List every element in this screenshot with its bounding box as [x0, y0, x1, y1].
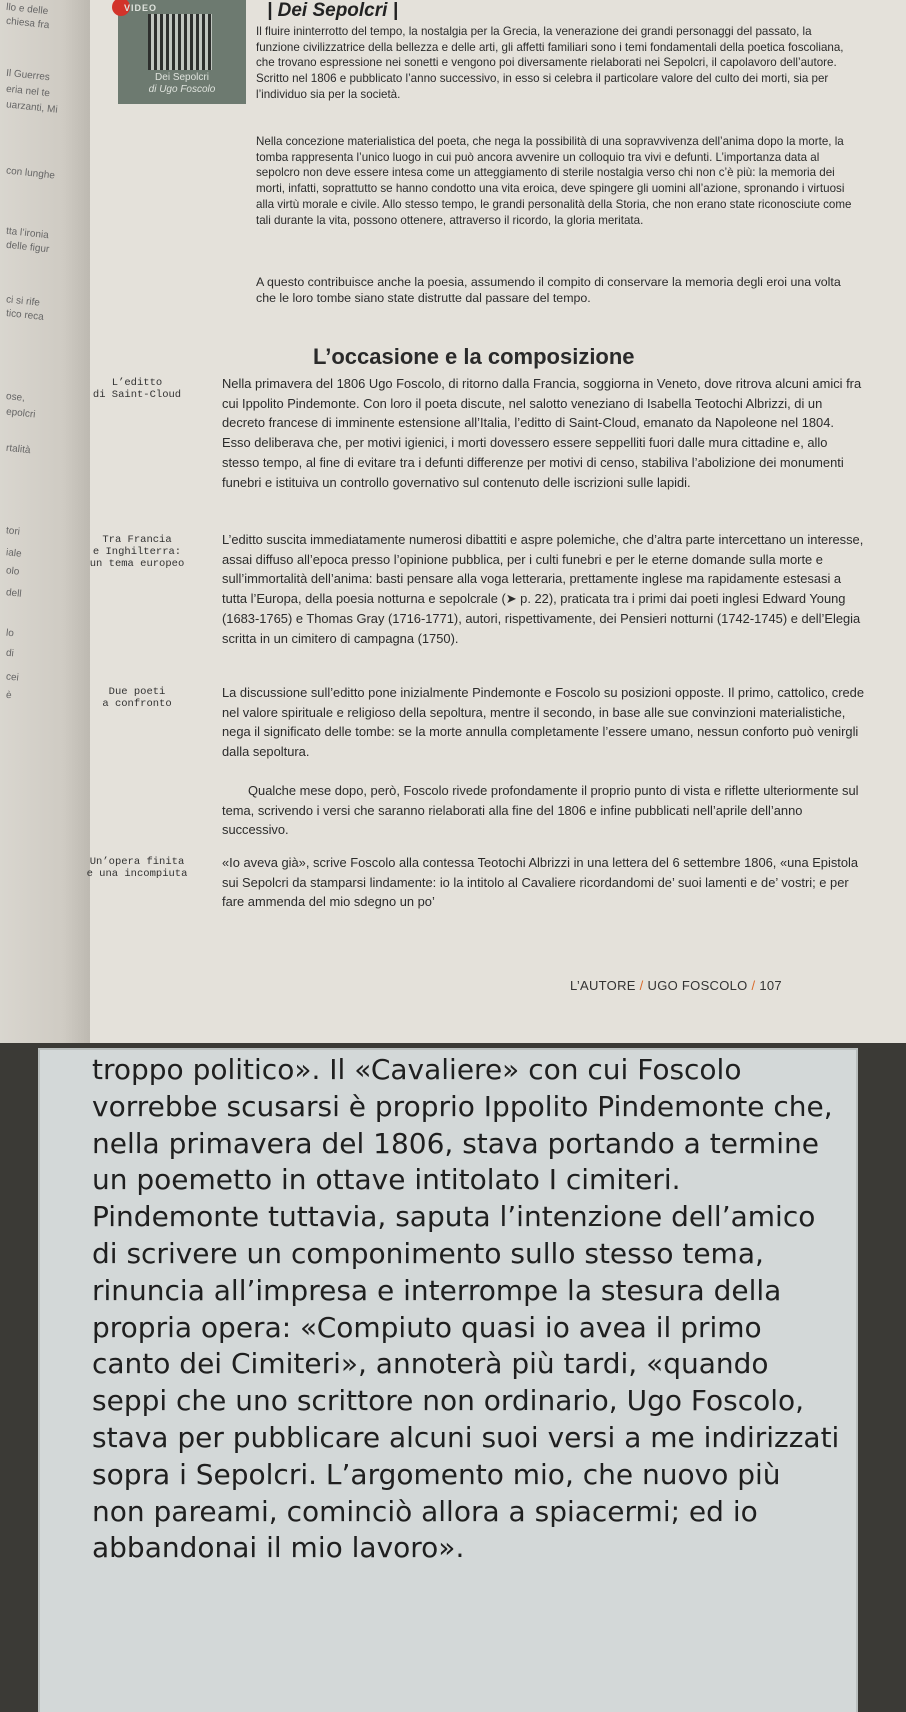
- prev-page-fragment: cei: [5, 671, 20, 684]
- video-box[interactable]: [118, 0, 246, 104]
- side-label-line: Un’opera finita: [89, 856, 185, 868]
- paragraph-opera: [222, 853, 865, 912]
- prev-page-fragment: iale: [5, 547, 23, 560]
- side-label-opera: [52, 856, 222, 880]
- paragraph-poeti-2: [222, 781, 865, 840]
- heading-text: Dei Sepolcri: [277, 0, 388, 21]
- page-footer: L’AUTORE / UGO FOSCOLO / 107: [570, 978, 782, 993]
- qr-code-icon: [148, 14, 212, 70]
- side-label-line: L’editto: [111, 377, 163, 389]
- side-label-francia: [52, 534, 222, 570]
- prev-page-fragment: uarzanti, Mi: [5, 99, 59, 116]
- side-label-line: di Saint-Cloud: [92, 389, 182, 401]
- paragraph-text: Nella primavera del 1806 Ugo Foscolo, di ritorno dalla Francia, soggiorna in Veneto, dove ritrova alcuni amici fra cui Ippolito Pindemonte. Con loro il poeta discute, nel salotto veneziano di Isabella Teotochi Albrizzi, di un decreto francese di imminente estensione all’Italia, l’editto di Saint-Cloud, emanato da Napoleone nel 1804. Esso deliberava che, per motivi igienici, i morti dovessero essere seppelliti fuori dalle mura cittadine e, allo stesso tempo, al fine di evitare tra i defunti differenze per motivi di censo, stabiliva l’abolizione dei monumenti funebri e istituiva un controllo governativo sul contenuto delle iscrizioni sulle lapidi.: [222, 376, 862, 490]
- prev-page-fragment: delle figur: [5, 239, 50, 256]
- intro-text-1: Il fluire ininterrotto del tempo, la nostalgia per la Grecia, la venerazione dei grandi personaggi del passato, la funzione civilizzatrice della bellezza e delle arti, gli affetti familiari sono i temi fondamentali della poetica foscoliana, che trovano espressione nei sonetti e vengono poi diversamente rielaborati nei Sepolcri, il capolavoro dell’autore. Scritto nel 1806 e pubblicato l’anno successivo, in esso si celebra il particolare valore del culto dei morti, sia per l’individuo sia per la società.: [256, 25, 844, 101]
- reader-paragraph: troppo politico». Il «Cavaliere» con cui Foscolo vorrebbe scusarsi è proprio Ippolito Pindemonte che, nella primavera del 1806, stava portando a termine un poemetto in ottave intitolato I cimiteri. Pindemonte tuttavia, saputa l’intenzione dell’amico di scrivere un componimento sullo stesso tema, rinuncia all’impresa e interrompe la stesura della propria opera: «Compiuto quasi io avea il primo canto dei Cimiteri», annoterà più tardi, «quando seppi che uno scrittore non ordinario, Ugo Foscolo, stava per pubblicare alcuni suoi versi a me indirizzati sopra i Sepolcri. L’argomento mio, che nuovo più non pareami, cominciò allora a spiacermi; ed io abbandonai il mio lavoro».: [92, 1053, 840, 1565]
- prev-page-fragment: tori: [5, 525, 21, 538]
- prev-page-fragment: con lunghe: [5, 165, 56, 182]
- paragraph-poeti-1: [222, 683, 865, 762]
- prev-page-fragment: chiesa fra: [5, 15, 50, 32]
- video-label: VIDEO: [124, 3, 158, 13]
- side-label-line: e una incompiuta: [86, 868, 188, 880]
- prev-page-fragment: tta l’ironia: [5, 225, 50, 242]
- prev-page-fragment: lo: [5, 627, 15, 640]
- video-title: Dei Sepolcri: [155, 72, 209, 83]
- section-title: L’occasione e la composizione: [313, 344, 635, 369]
- paragraph-editto: [222, 374, 865, 492]
- prev-page-fragment: di: [5, 647, 15, 660]
- side-label-poeti: [52, 686, 222, 710]
- side-label-line: Due poeti: [108, 686, 166, 698]
- prev-page-fragment: ci si rife: [5, 294, 41, 309]
- prev-page-fragment: eria nel te: [5, 83, 51, 100]
- reader-text: [92, 1052, 842, 1567]
- prev-page-fragment: olo: [5, 565, 20, 578]
- video-subtitle: di Ugo Foscolo: [148, 84, 216, 95]
- page-heading: | Dei Sepolcri |: [267, 0, 399, 21]
- paragraph-text: Qualche mese dopo, però, Foscolo rivede profondamente il proprio punto di vista e riflette ulteriormente sul tema, scrivendo i versi che saranno rielaborati alla fine del 1806 e infine pubblicati nell’aprile dell’anno successivo.: [222, 783, 859, 838]
- previous-page-margin: [0, 0, 90, 1043]
- side-label-line: un tema europeo: [89, 558, 185, 570]
- intro-paragraph: [256, 275, 856, 306]
- prev-page-fragment: Il Guerres: [5, 67, 51, 84]
- side-label-line: a confronto: [102, 698, 172, 710]
- prev-page-fragment: dell: [5, 587, 23, 600]
- intro-text-2: Nella concezione materialistica del poeta, che nega la possibilità di una sopravvivenza dell’anima dopo la morte, la tomba rappresenta l’unico luogo in cui può ancora avvenire un colloquio tra vivi e defunti. L’importanza data al sepolcro non deve essere intesa come un atteggiamento di sterile nostalgia verso chi non c’è più: la memoria dei morti, infatti, soprattutto se hanno condotto una vita eroica, deve spingere gli uomini all’azione, spronando i virtuosi alla virtù morale e civile. Allo stesso tempo, le grandi personalità della Storia, che non erano state riconosciute come tali durante la vita, possono ottenere, attraverso il ricordo, la gloria meritata.: [256, 135, 852, 227]
- intro-paragraph: [256, 24, 856, 103]
- prev-page-fragment: rtalità: [5, 442, 31, 457]
- intro-text-3: A questo contribuisce anche la poesia, assumendo il compito di conservare la memoria degli eroi una volta che le loro tombe siano state distrutte dal passare del tempo.: [256, 275, 841, 305]
- paragraph-text: «Io aveva già», scrive Foscolo alla contessa Teotochi Albrizzi in una lettera del 6 settembre 1806, «una Epistola sui Sepolcri da stamparsi lindamente: io la intitolo al Cavaliere ricordandomi de’ suoi lamenti e de’ vostri; e per fare ammenda del mio sdegno un po’: [222, 855, 859, 910]
- prev-page-fragment: tico reca: [5, 308, 45, 323]
- side-label-line: e Inghilterra:: [92, 546, 182, 558]
- paragraph-text: L’editto suscita immediatamente numerosi dibattiti e aspre polemiche, che d’altra parte intercettano un interesse, assai diffuso all’epoca presso l’opinione pubblica, per i culti funebri e per le eterne domande sulla morte e sull’immortalità dell’anima: basti pensare alla voga letteraria, prettamente inglese ma rapidamente estesasi a tutta l’Europa, della poesia notturna e sepolcrale (➤ p. 22), praticata tra i primi dai poeti inglesi Edward Young (1683-1765) e Thomas Gray (1716-1771), autori, rispettivamente, dei Pensieri notturni (1742-1745) e dell’Elegia scritta in un cimitero di campagna (1750).: [222, 532, 864, 646]
- page-number: 107: [759, 978, 782, 993]
- paragraph-text: La discussione sull’editto pone inizialmente Pindemonte e Foscolo su posizioni opposte. Il primo, cattolico, crede nel valore spirituale e religioso della sepoltura, mentre il secondo, in base alle sue convinzioni materialistiche, nega il significato delle tombe: se la morte annulla completamente l’essere umano, nessun conforto può venirgli dalla sepoltura.: [222, 685, 865, 760]
- side-label-editto: [52, 377, 222, 401]
- footer-author: L’AUTORE: [570, 978, 636, 993]
- footer-name: UGO FOSCOLO: [647, 978, 748, 993]
- prev-page-fragment: epolcri: [5, 406, 36, 421]
- prev-page-fragment: è: [5, 689, 13, 702]
- side-label-line: Tra Francia: [102, 534, 172, 546]
- paragraph-francia: [222, 530, 865, 648]
- prev-page-fragment: llo e delle: [5, 1, 49, 18]
- intro-paragraph: [256, 134, 856, 228]
- prev-page-fragment: ose,: [5, 391, 26, 404]
